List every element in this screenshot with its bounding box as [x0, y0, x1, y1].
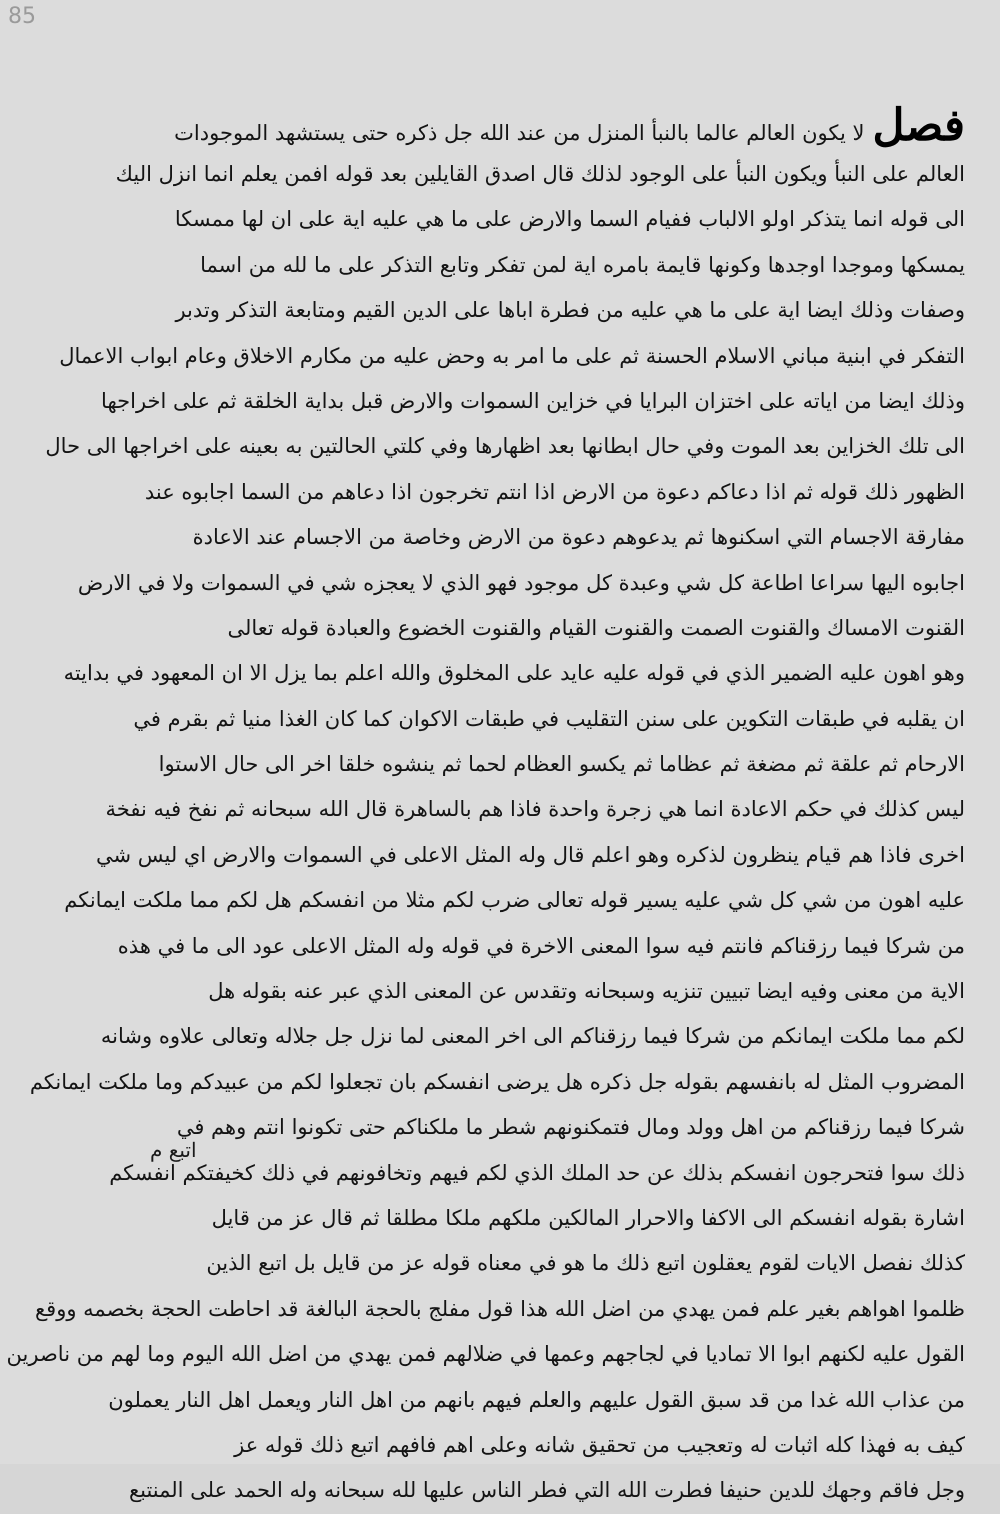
text-line: من عذاب الله غدا من قد سبق القول عليهم والعلم فيهم بانهم من اهل النار ويعمل اهل النار يعملون — [108, 1387, 965, 1412]
text-line: وهو اهون عليه الضمير الذي في قوله عليه عايد على المخلوق والله اعلم بما يزل الا ان المعهود في بدايته — [63, 661, 965, 686]
text-line: وصفات وذلك ايضا اية على ما هي عليه من فطرة اباها على الدين القيم ومتابعة التذكر وتدبر — [175, 298, 965, 323]
section-heading: فصل — [872, 100, 965, 151]
text-line: التفكر في ابنية مباني الاسلام الحسنة ثم على ما امر به وحض عليه من مكارم الاخلاق وعام ابواب الاعمال — [59, 343, 965, 368]
text-line: ليس كذلك في حكم الاعادة انما هي زجرة واحدة فاذا هم بالساهرة قال الله سبحانه ثم نفخ فيه نفخة — [105, 797, 965, 822]
text-line: عليه اهون من شي كل شي عليه يسير قوله تعالى ضرب لكم مثلا من انفسكم هل لكم مما ملكت ايمانكم — [64, 888, 965, 913]
text-line: كيف به فهذا كله اثبات له وتعجيب من تحقيق شانه وعلى اهم فافهم اتبع ذلك قوله عز — [234, 1432, 965, 1457]
text-line: وجل فاقم وجهك للدين حنيفا فطرت الله التي فطر الناس عليها لله سبحانه وله الحمد على المنتبع — [128, 1478, 965, 1503]
margin-note: اتبع م — [150, 1138, 197, 1162]
text-line: الظهور ذلك قوله ثم اذا دعاكم دعوة من الارض اذا انتم تخرجون اذا دعاهم من السما اجابوه عند — [144, 479, 965, 504]
text-line: يمسكها وموجدا اوجدها وكونها قايمة بامره اية لمن تفكر وتابع التذكر على ما لله من اسما — [200, 252, 965, 277]
text-line: العالم على النبأ ويكون النبأ على الوجود لذلك قال اصدق القايلين بعد قوله افمن يعلم انما انزل اليك — [115, 162, 965, 186]
text-line: المضروب المثل له بانفسهم بقوله جل ذكره هل يرضى انفسكم بان تجعلوا لكم من عبيدكم وما ملكت ايمانكم — [29, 1069, 965, 1094]
text-line: ظلموا اهواهم بغير علم فمن يهدي من اضل الله هذا قول مفلج بالحجة البالغة قد احاطت الحجة بخصمه ووقع — [35, 1296, 965, 1321]
text-line: ذلك سوا فتحرجون انفسكم بذلك عن حد الملك الذي لكم فيهم وتخافونهم في ذلك كخيفتكم انفسكم — [109, 1160, 965, 1185]
text-line: القنوت الامساك والقنوت الصمت والقنوت القيام والقنوت الخضوع والعبادة قوله تعالى — [227, 615, 965, 640]
text-line: مفارقة الاجسام التي اسكنوها ثم يدعوهم دعوة من الارض وخاصة من الاجسام عند الاعادة — [192, 525, 965, 550]
text-line-content: لا يكون العالم عالما بالنبأ المنزل من عند الله جل ذكره حتى يستشهد الموجودات — [174, 121, 865, 145]
text-line: الى قوله انما يتذكر اولو الالباب ففيام السما والارض على ما هي عليه اية على ان لها ممسكا — [174, 207, 965, 232]
text-line: القول عليه لكنهم ابوا الا تماديا في لجاجهم وعمها في ضلالهم فمن يهدي من اضل الله اليوم وما لهم من ناصرين — [6, 1342, 965, 1367]
text-line: اجابوه اليها سراعا اطاعة كل شي وعبدة كل موجود فهو الذي لا يعجزه شي في السموات ولا في الارض — [77, 570, 965, 595]
text-line: اخرى فاذا هم قيام ينظرون لذكره وهو اعلم قال وله المثل الاعلى في السموات والارض اي ليس شي — [95, 842, 965, 867]
page-number: 85 — [8, 4, 36, 29]
text-line: الى تلك الخزاين بعد الموت وفي حال ابطانها بعد اظهارها وفي كلتي الحالتين به بعينه على اخراجها الى حال — [45, 434, 965, 459]
text-line: شركا فيما رزقناكم من اهل وولد ومال فتمكنونهم شطر ما ملكناكم حتى تكونوا انتم وهم في — [176, 1115, 965, 1140]
text-line: الارحام ثم علقة ثم مضغة ثم عظاما ثم يكسو العظام لحما ثم ينشوه خلقا اخر الى حال الاستوا — [158, 752, 965, 777]
text-line: ان يقلبه في طبقات التكوين على سنن التقليب في طبقات الاكوان كما كان الغذا منيا ثم بقرم في — [133, 706, 965, 731]
text-line — [174, 100, 965, 152]
text-line: الاية من معنى وفيه ايضا تبيين تنزيه وسبحانه وتقدس عن المعنى الذي عبر عنه بقوله هل — [208, 979, 965, 1004]
text-line: اشارة بقوله انفسكم الى الاكفا والاحرار المالكين ملكهم ملكا مطلقا ثم قال عز من قايل — [211, 1205, 965, 1230]
text-line: لكم مما ملكت ايمانكم من شركا فيما رزقناكم الى اخر المعنى لما نزل جل جلاله وتعالى علاوه وشانه — [100, 1024, 965, 1049]
text-line: وذلك ايضا من اياته على اختزان البرايا في خزاين السموات والارض قبل بداية الخلقة ثم على اخراجها — [101, 388, 965, 413]
text-line: من شركا فيما رزقناكم فانتم فيه سوا المعنى الاخرة في قوله وله المثل الاعلى عود الى ما في هذه — [117, 933, 965, 958]
text-line: كذلك نفصل الايات لقوم يعقلون اتبع ذلك ما هو في معناه قوله عز من قايل بل اتبع الذين — [206, 1251, 965, 1276]
